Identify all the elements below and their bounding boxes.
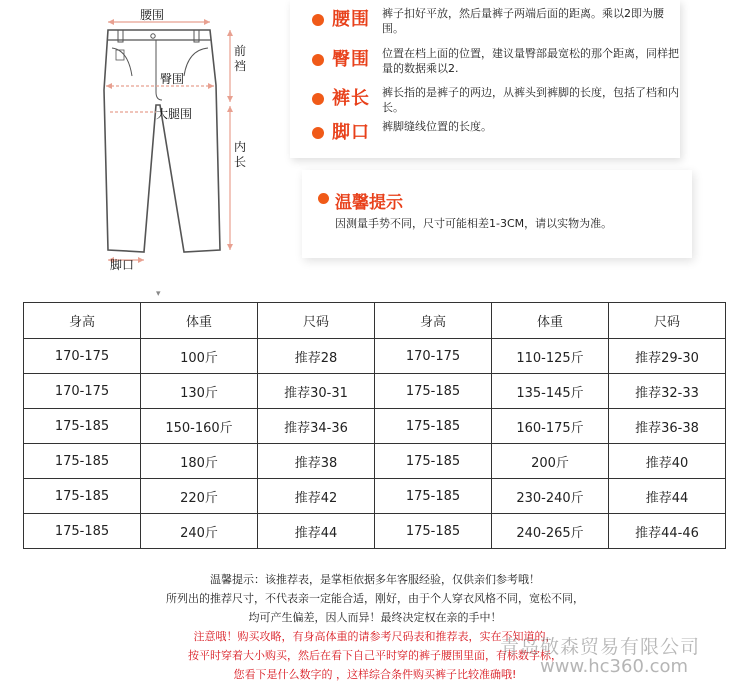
table-cell: 240斤: [141, 514, 258, 549]
table-cell: 推荐38: [258, 444, 375, 479]
header-height: 身高: [375, 303, 492, 339]
table-cell: 175-185: [375, 374, 492, 409]
bullet-dot-icon: [312, 127, 324, 139]
table-cell: 推荐44: [258, 514, 375, 549]
table-cell: 175-185: [375, 444, 492, 479]
pants-measurement-diagram: [90, 0, 290, 280]
note-line: 均可产生偏差，因人而异！最终决定权在亲的手中！: [248, 611, 502, 624]
table-cell: 推荐28: [258, 339, 375, 374]
note-line-warning: 您看下是什么数字的 ，这样综合条件购买裤子比较准确哦!: [233, 668, 517, 681]
table-cell: 220斤: [141, 479, 258, 514]
inseam-label: 内长: [234, 140, 247, 169]
table-cell: 240-265斤: [492, 514, 609, 549]
info-title: 臀围: [332, 49, 370, 70]
tips-text: 因测量手势不同，尺寸可能相差1-3CM，请以实物为准。: [335, 217, 613, 230]
tips-title: 温馨提示: [335, 193, 403, 213]
info-text: 位置在档上面的位置，建议量臀部最宽松的那个距离，同样把量的数据乘以2.: [382, 47, 679, 75]
table-cell: 200斤: [492, 444, 609, 479]
header-height: 身高: [24, 303, 141, 339]
table-cell: 170-175: [375, 339, 492, 374]
bullet-dot-icon: [318, 193, 329, 204]
table-row: [24, 409, 726, 444]
pants-outline-icon: [90, 0, 290, 280]
info-title: 裤长: [332, 88, 370, 109]
hem-label: 脚口: [110, 258, 135, 272]
table-row: [24, 444, 726, 479]
watermark-company: 青岛敬森贸易有限公司: [500, 636, 701, 658]
table-cell: 推荐40: [609, 444, 726, 479]
table-cell: 推荐44-46: [609, 514, 726, 549]
table-cell: 135-145斤: [492, 374, 609, 409]
waist-label: 腰围: [140, 8, 165, 22]
bullet-dot-icon: [312, 54, 324, 66]
bullet-dot-icon: [312, 14, 324, 26]
table-cell: 100斤: [141, 339, 258, 374]
table-row: [24, 514, 726, 549]
info-text: 裤子扣好平放，然后量裤子两端后面的距离。乘以2即为腰围。: [382, 7, 664, 35]
info-text: 裤脚缝线位置的长度。: [382, 120, 492, 133]
table-cell: 150-160斤: [141, 409, 258, 444]
table-cell: 175-185: [375, 409, 492, 444]
table-cell: 推荐42: [258, 479, 375, 514]
info-text: 裤长指的是裤子的两边，从裤头到裤脚的长度，包括了档和内长。: [382, 86, 679, 114]
table-cell: 175-185: [24, 479, 141, 514]
table-row: [24, 339, 726, 374]
table-cell: 130斤: [141, 374, 258, 409]
table-cell: 160-175斤: [492, 409, 609, 444]
table-cell: 推荐32-33: [609, 374, 726, 409]
table-cell: 170-175: [24, 339, 141, 374]
table-cell: 175-185: [24, 409, 141, 444]
table-cell: 推荐44: [609, 479, 726, 514]
table-cell: 推荐30-31: [258, 374, 375, 409]
note-line-warning: 按平时穿着大小购买，然后在看下自己平时穿的裤子腰围里面，有标数字标，: [188, 649, 562, 662]
table-cell: 230-240斤: [492, 479, 609, 514]
table-cell: 推荐36-38: [609, 409, 726, 444]
table-cell: 推荐34-36: [258, 409, 375, 444]
thigh-label: 大腿围: [156, 107, 193, 121]
hip-label: 臀围: [160, 72, 185, 86]
table-cell: 110-125斤: [492, 339, 609, 374]
bullet-dot-icon: [312, 93, 324, 105]
measurement-info-panel: [290, 0, 680, 158]
header-weight: 体重: [141, 303, 258, 339]
table-cell: 175-185: [375, 514, 492, 549]
table-cell: 推荐29-30: [609, 339, 726, 374]
table-header-row: [24, 303, 726, 339]
table-cell: 175-185: [375, 479, 492, 514]
tips-panel: [302, 170, 692, 258]
header-weight: 体重: [492, 303, 609, 339]
header-size: 尺码: [258, 303, 375, 339]
table-cell: 175-185: [24, 514, 141, 549]
note-line: 温馨提示：该推荐表，是掌柜依据多年客服经验，仅供亲们参考哦！: [210, 573, 540, 586]
size-recommendation-table: [23, 302, 726, 549]
table-cell: 170-175: [24, 374, 141, 409]
front-rise-label: 前裆: [234, 44, 247, 73]
table-row: [24, 374, 726, 409]
header-size: 尺码: [609, 303, 726, 339]
watermark-url: www.hc360.com: [540, 656, 689, 677]
info-title: 腰围: [332, 9, 370, 30]
table-cell: 180斤: [141, 444, 258, 479]
down-arrow-icon: ▾: [156, 289, 161, 299]
info-title: 脚口: [332, 122, 370, 143]
note-line: 所列出的推荐尺寸，不代表亲一定能合适，刚好，由于个人穿衣风格不同，宽松不同，: [166, 592, 584, 605]
note-line-warning: 注意哦！购买攻略，有身高体重的请参考尺码表和推荐表，实在不知道的，: [193, 630, 557, 643]
table-row: [24, 479, 726, 514]
table-cell: 175-185: [24, 444, 141, 479]
